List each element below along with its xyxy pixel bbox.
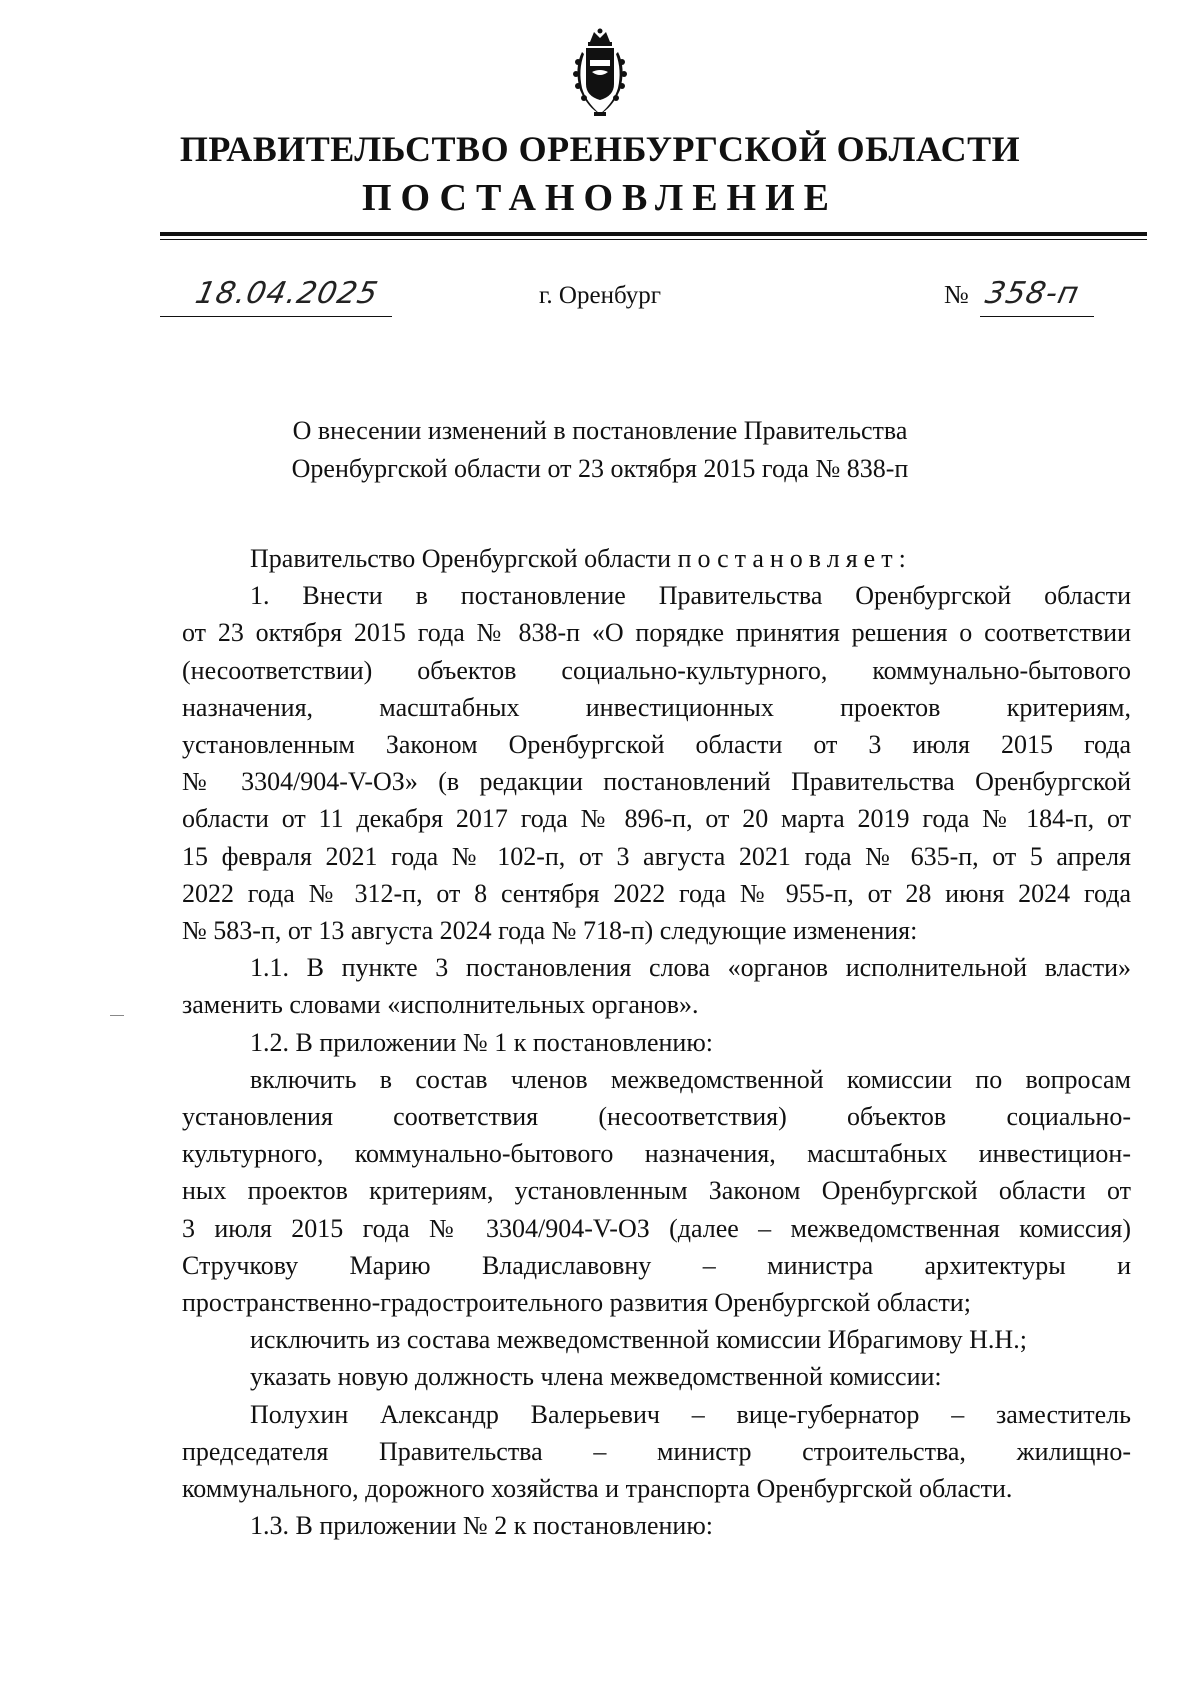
document-body bbox=[182, 540, 1131, 1544]
body-line: № 3304/904-V-ОЗ» (в редакции постановлений Правительства Оренбургской bbox=[182, 767, 1131, 797]
body-line: коммунального, дорожного хозяйства и транспорта Оренбургской области. bbox=[182, 1474, 1013, 1504]
body-line: (несоответствии) объектов социально-культурного, коммунально-бытового bbox=[182, 655, 1131, 685]
body-line: области от 11 декабря 2017 года № 896-п, от 20 марта 2019 года № 184-п, от bbox=[182, 804, 1131, 834]
header-rule-thick bbox=[160, 232, 1147, 236]
handwritten-number: 358-п bbox=[982, 276, 1083, 311]
body-line: Стручкову Марию Владиславовну – министра архитектуры и bbox=[182, 1250, 1131, 1280]
body-line: Полухин Александр Валерьевич – вице-губернатор – заместитель bbox=[250, 1399, 1131, 1429]
number-label: № bbox=[944, 280, 969, 309]
body-line: 1.3. В приложении № 2 к постановлению: bbox=[250, 1511, 713, 1541]
document-type: ПОСТАНОВЛЕНИЕ bbox=[361, 177, 839, 219]
city: г. Оренбург bbox=[539, 282, 661, 309]
body-line: пространственно-градостроительного развития Оренбургской области; bbox=[182, 1288, 971, 1318]
document-subject bbox=[0, 412, 1200, 488]
body-line: назначения, масштабных инвестиционных проектов критериям, bbox=[182, 692, 1131, 722]
body-line: установления соответствия (несоответствия) объектов социально- bbox=[182, 1102, 1131, 1132]
handwritten-date: 18.04.2025 bbox=[192, 276, 382, 311]
coat-of-arms-icon bbox=[568, 28, 632, 120]
body-line: заменить словами «исполнительных органов». bbox=[182, 990, 699, 1020]
body-line: 1.2. В приложении № 1 к постановлению: bbox=[250, 1027, 713, 1057]
intro-paragraph bbox=[182, 540, 1131, 577]
header-rule-thin bbox=[160, 239, 1147, 240]
body-line: 15 февраля 2021 года № 102-п, от 3 августа 2021 года № 635-п, от 5 апреля bbox=[182, 841, 1131, 871]
body-line: 3 июля 2015 года № 3304/904-V-ОЗ (далее – межведомственная комиссия) bbox=[182, 1213, 1131, 1243]
body-line: 1.1. В пункте 3 постановления слова «органов исполнительной власти» bbox=[250, 953, 1131, 983]
government-title: ПРАВИТЕЛЬСТВО ОРЕНБУРГСКОЙ ОБЛАСТИ bbox=[179, 129, 1021, 169]
body-line: культурного, коммунально-бытового назначения, масштабных инвестицион- bbox=[182, 1139, 1131, 1169]
number-field bbox=[980, 276, 1094, 317]
intro-resolves: постановляет: bbox=[677, 544, 912, 573]
body-line: 2022 года № 312-п, от 8 сентября 2022 года № 955-п, от 28 июня 2024 года bbox=[182, 878, 1131, 908]
body-line: 1. Внести в постановление Правительства Оренбургской области bbox=[250, 581, 1131, 611]
subject-line: Оренбургской области от 23 октября 2015 года № 838-п bbox=[291, 454, 909, 483]
margin-mark bbox=[110, 1015, 124, 1016]
body-line: от 23 октября 2015 года № 838-п «О порядке принятия решения о соответствии bbox=[182, 618, 1131, 648]
body-line: исключить из состава межведомственной комиссии Ибрагимову Н.Н.; bbox=[250, 1325, 1027, 1355]
subject-line: О внесении изменений в постановление Правительства bbox=[292, 416, 908, 445]
body-line: указать новую должность члена межведомственной комиссии: bbox=[250, 1362, 942, 1392]
body-line: ных проектов критериям, установленным Законом Оренбургской области от bbox=[182, 1176, 1131, 1206]
body-line: № 583-п, от 13 августа 2024 года № 718-п) следующие изменения: bbox=[182, 916, 918, 946]
body-line: установленным Законом Оренбургской области от 3 июля 2015 года bbox=[182, 730, 1131, 760]
body-line: председателя Правительства – министр строительства, жилищно- bbox=[182, 1436, 1131, 1466]
intro-text: Правительство Оренбургской области bbox=[250, 544, 678, 573]
body-line: включить в состав членов межведомственной комиссии по вопросам bbox=[250, 1064, 1131, 1094]
